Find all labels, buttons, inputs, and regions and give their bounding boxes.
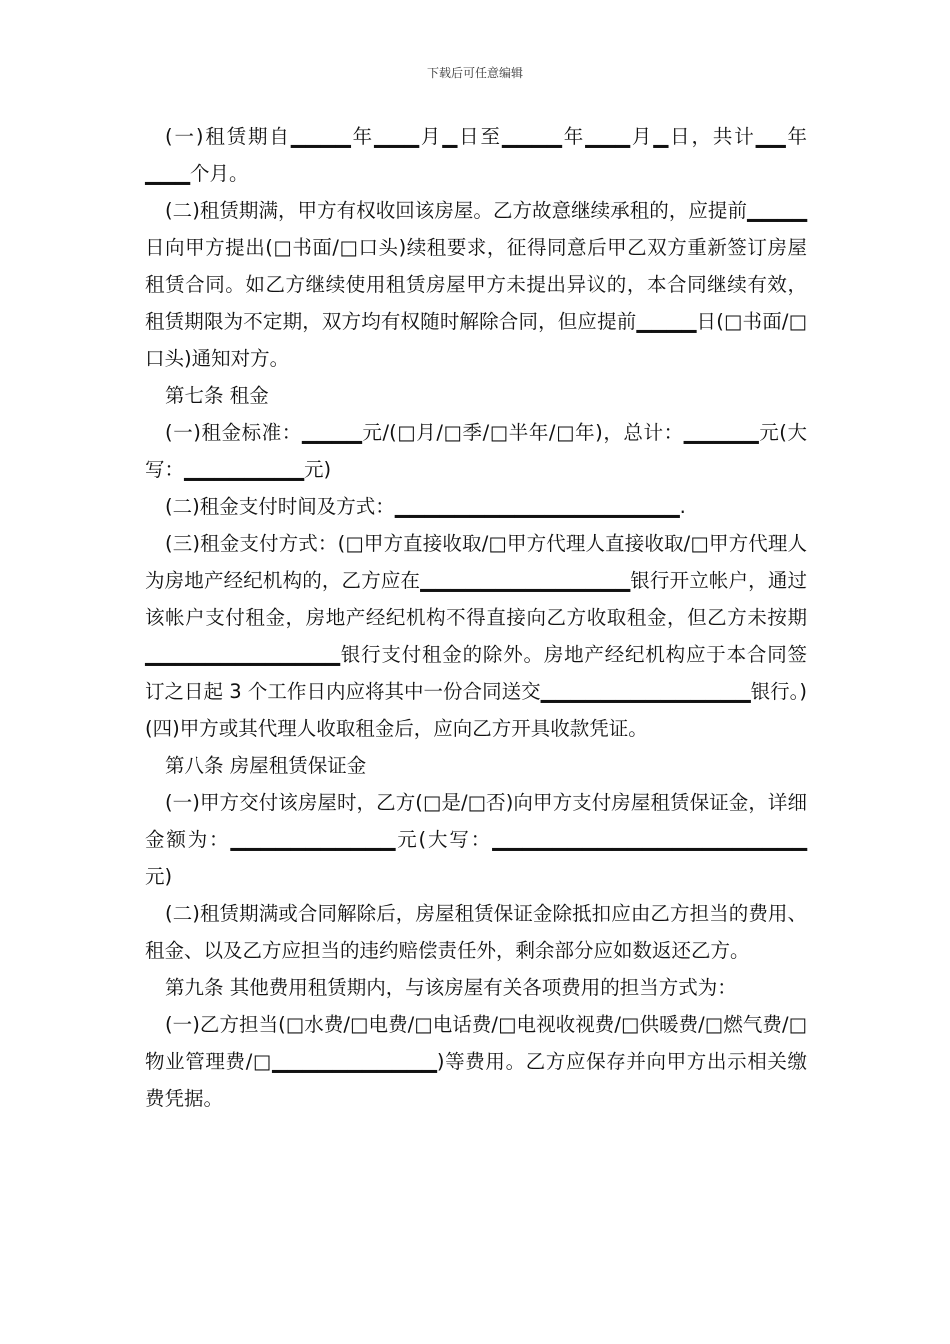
clause-deposit-payment: (一)甲方交付该房屋时，乙方(□是/□否)向甲方支付房屋租赁保证金，详细金额为：▁▁▁▁▁▁▁▁▁▁▁元(大写：▁▁▁▁▁▁▁▁▁▁▁▁▁▁▁▁▁▁▁▁▁元) xyxy=(145,791,807,888)
clause-lease-expiry: (二)租赁期满，甲方有权收回该房屋。乙方故意继续承租的，应提前▁▁▁▁日向甲方提出(□书面/□口头)续租要求，征得同意后甲乙双方重新签订房屋租赁合同。如乙方继续使用租赁房屋甲方未提出异议的，本合同继续有效，租赁期限为不定期，双方均有权随时解除合同，但应提前▁▁▁▁日(□书面/□口头)通知对方。 xyxy=(145,199,807,370)
clause-rent-payment-method: (三)租金支付方式：(□甲方直接收取/□甲方代理人直接收取/□甲方代理人为房地产经纪机构的，乙方应在▁▁▁▁▁▁▁▁▁▁▁▁▁▁银行开立帐户，通过该帐户支付租金，房地产经纪机构不得直接向乙方收取租金，但乙方未按期▁▁▁▁▁▁▁▁▁▁▁▁▁银行支付租金的除外。房地产经纪机构应于本合同签订之日起 3 个工作日内应将其中一份合同送交▁▁▁▁▁▁▁▁▁▁▁▁▁▁银行。)(四)甲方或其代理人收取租金后，应向乙方开具收款凭证。 xyxy=(145,532,807,740)
article-8-heading: 第八条 房屋租赁保证金 xyxy=(165,754,367,777)
clause-deposit-return: (二)租赁期满或合同解除后，房屋租赁保证金除抵扣应由乙方担当的费用、租金、以及乙方应担当的违约赔偿责任外，剩余部分应如数返还乙方。 xyxy=(145,902,807,962)
document-body xyxy=(145,118,807,1117)
clause-tenant-fees: (一)乙方担当(□水费/□电费/□电话费/□电视收视费/□供暖费/□燃气费/□物业管理费/□▁▁▁▁▁▁▁▁▁▁▁)等费用。乙方应保存并向甲方出示相关缴费凭据。 xyxy=(145,1013,807,1110)
clause-lease-term: (一)租赁期自▁▁▁▁年▁▁▁月▁日至▁▁▁▁年▁▁▁月▁日，共计▁▁年▁▁▁个月。 xyxy=(145,125,807,185)
clause-rent-payment-time: (二)租金支付时间及方式：▁▁▁▁▁▁▁▁▁▁▁▁▁▁▁▁▁▁▁. xyxy=(165,495,686,518)
page-header: 下载后可任意编辑 xyxy=(426,66,523,80)
clause-rent-standard: (一)租金标准：▁▁▁▁元/(□月/□季/□半年/□年)，总计：▁▁▁▁▁元(大写：▁▁▁▁▁▁▁▁元) xyxy=(145,421,807,481)
article-7-heading: 第七条 租金 xyxy=(165,384,269,407)
article-9-heading: 第九条 其他费用租赁期内，与该房屋有关各项费用的担当方式为： xyxy=(165,976,737,999)
